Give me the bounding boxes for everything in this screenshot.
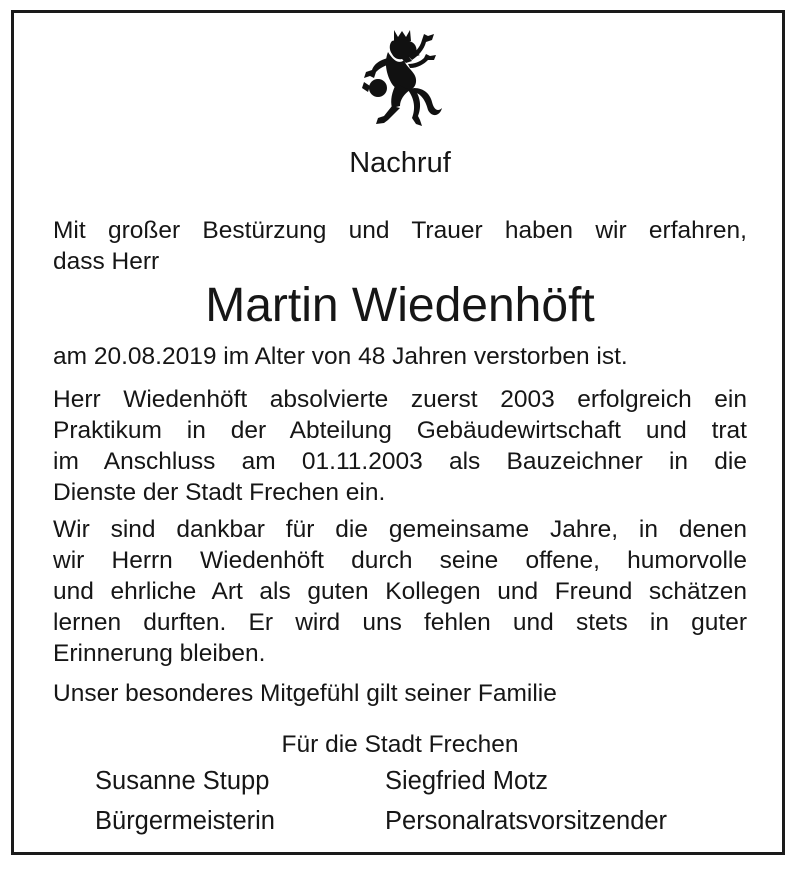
signatory-name: Susanne Stupp bbox=[95, 767, 270, 795]
deceased-name: Martin Wiedenhöft bbox=[205, 279, 595, 332]
signatory-role: Bürgermeisterin bbox=[95, 807, 275, 835]
intro-line: Mit großer Bestürzung und Trauer haben wir erfahren, bbox=[53, 217, 747, 244]
paragraph-line: Erinnerung bleiben. bbox=[53, 640, 266, 667]
paragraph-line: im Anschluss am 01.11.2003 als Bauzeichner in die bbox=[53, 448, 747, 475]
paragraph-line: wir Herrn Wiedenhöft durch seine offene, humorvolle bbox=[53, 547, 747, 574]
paragraph-line: Herr Wiedenhöft absolvierte zuerst 2003 erfolgreich ein bbox=[53, 386, 747, 413]
intro-line: dass Herr bbox=[53, 248, 160, 275]
career-paragraph bbox=[53, 384, 747, 508]
signatory-right bbox=[385, 765, 667, 837]
heraldic-lion-icon bbox=[354, 28, 446, 132]
signatory-left bbox=[95, 765, 275, 837]
family-paragraph bbox=[53, 678, 747, 709]
paragraph-line: am 20.08.2019 im Alter von 48 Jahren verstorben ist. bbox=[53, 343, 628, 370]
signatory-role: Personalratsvorsitzender bbox=[385, 807, 668, 835]
intro-text bbox=[53, 215, 747, 277]
thanks-paragraph bbox=[53, 514, 747, 669]
signatory-name: Siegfried Motz bbox=[385, 767, 548, 795]
paragraph-line: Unser besonderes Mitgefühl gilt seiner Familie bbox=[53, 680, 557, 707]
paragraph-line: Wir sind dankbar für die gemeinsame Jahre, in denen bbox=[53, 516, 747, 543]
death-date-paragraph bbox=[53, 341, 747, 372]
notice-heading: Nachruf bbox=[349, 147, 451, 179]
closing-line: Für die Stadt Frechen bbox=[281, 731, 519, 758]
paragraph-line: Praktikum in der Abteilung Gebäudewirtschaft und trat bbox=[53, 417, 747, 444]
paragraph-line: Dienste der Stadt Frechen ein. bbox=[53, 479, 386, 506]
paragraph-line: lernen durften. Er wird uns fehlen und stets in guter bbox=[53, 609, 747, 636]
paragraph-line: und ehrliche Art als guten Kollegen und Freund schätzen bbox=[53, 578, 747, 605]
